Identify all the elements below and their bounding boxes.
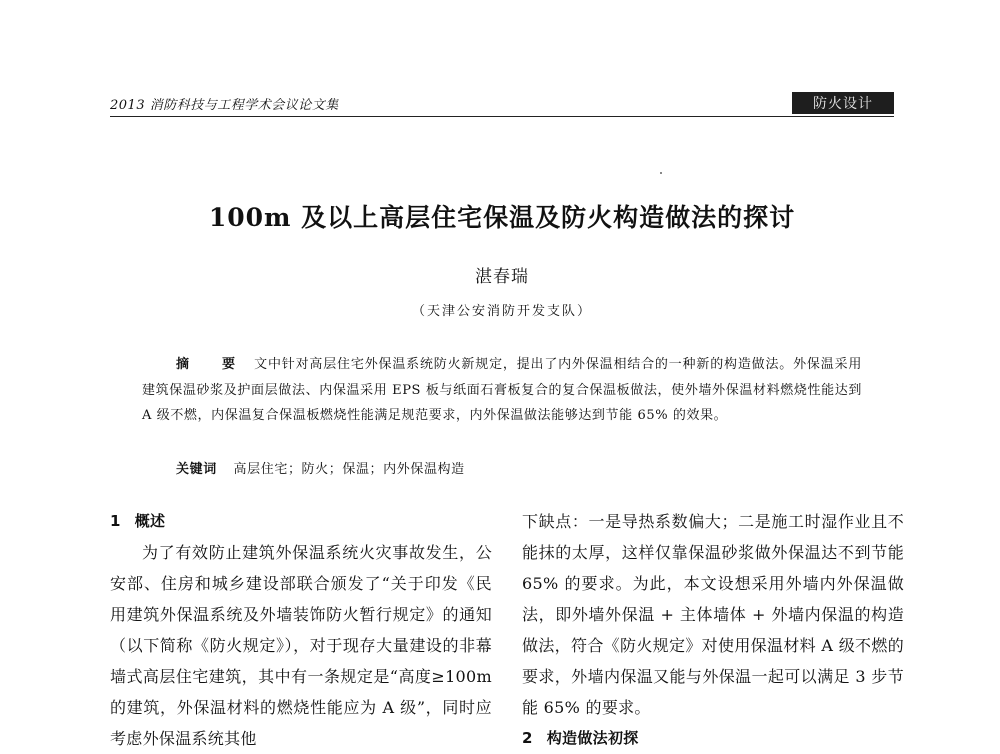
header-rule bbox=[110, 116, 894, 117]
speck bbox=[660, 172, 662, 174]
section-1-title: 概述 bbox=[134, 512, 166, 530]
keywords bbox=[176, 458, 465, 477]
body-paragraph-right: 下缺点：一是导热系数偏大；二是施工时湿作业且不能抹的太厚，这样仅靠保温砂浆做外保温达不到节能 65% 的要求。为此，本文设想采用外墙内外保温做法，即外墙外保温 + 主体墙体 + 外墙内保温的构造做法，符合《防火规定》对使用保温材料 A 级不燃的要求，外墙内保温又能与外保温一起可以满足 3 步节能 65% 的要求。 bbox=[522, 512, 904, 717]
keywords-text: 高层住宅；防火；保温；内外保温构造 bbox=[233, 462, 465, 477]
left-column bbox=[110, 506, 492, 754]
body-paragraph-left: 为了有效防止建筑外保温系统火灾事故发生，公安部、住房和城乡建设部联合颁发了“关于印发《民用建筑外保温系统及外墙装饰防火暂行规定》的通知（以下简称《防火规定》），对于现存大量建设的非幕墙式高层住宅建筑，其中有一条规定是“高度≥100m 的建筑，外保温材料的燃烧性能应为 A 级”，同时应考虑外保温系统其他 bbox=[110, 543, 492, 748]
abstract bbox=[142, 352, 862, 429]
author-name: 湛春瑞 bbox=[475, 267, 529, 287]
section-2-title: 构造做法初探 bbox=[546, 729, 639, 747]
section-tag: 防火设计 bbox=[792, 92, 894, 114]
section-2-number: 2 bbox=[522, 729, 533, 747]
abstract-text: 文中针对高层住宅外保温系统防火新规定，提出了内外保温相结合的一种新的构造做法。外保温采用建筑保温砂浆及护面层做法、内保温采用 EPS 板与纸面石膏板复合的复合保温板做法，使外墙外保温材料燃烧性能达到 A 级不燃，内保温复合保温板燃烧性能满足规范要求，内外保温做法能够达到节能 65% 的效果。 bbox=[142, 357, 862, 424]
affiliation: （天津公安消防开发支队） bbox=[411, 304, 592, 319]
section-1-heading bbox=[110, 506, 492, 537]
abstract-label: 摘 要 bbox=[176, 357, 250, 372]
right-column bbox=[522, 506, 904, 754]
proceedings-header: 2013 消防科技与工程学术会议论文集 bbox=[110, 98, 339, 113]
section-2-heading bbox=[522, 723, 904, 754]
paper-title: 100m 及以上高层住宅保温及防火构造做法的探讨 bbox=[208, 203, 796, 232]
keywords-label: 关键词 bbox=[176, 462, 217, 477]
section-1-number: 1 bbox=[110, 512, 121, 530]
